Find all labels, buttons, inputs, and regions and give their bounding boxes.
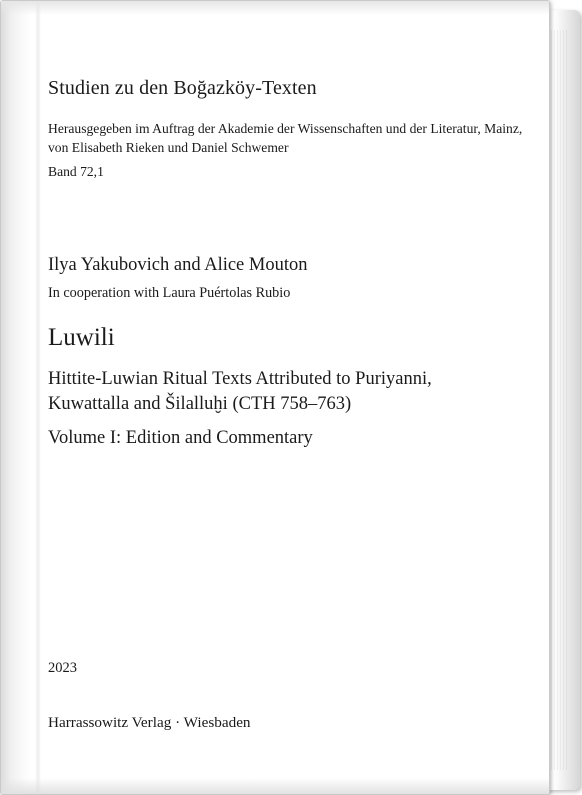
book-subtitle-line-2: Kuwattalla and Šilalluḫi (CTH 758–763) — [48, 393, 352, 414]
book-authors: Ilya Yakubovich and Alice Mouton — [48, 255, 308, 275]
series-editors-line-2: von Elisabeth Rieken und Daniel Schwemer — [48, 140, 289, 155]
series-volume-number: Band 72,1 — [48, 164, 104, 179]
series-editors-line-1: Herausgegeben im Auftrag der Akademie der Wissenschaften und der Literatur, Mainz, — [48, 121, 523, 136]
series-editors — [48, 119, 522, 157]
cover-bottom-shading — [1, 778, 549, 794]
book-cooperation: In cooperation with Laura Puértolas Rubio — [48, 285, 291, 301]
publication-year: 2023 — [48, 660, 77, 676]
cover-spine-hinge — [1, 1, 41, 794]
publisher: Harrassowitz Verlag · Wiesbaden — [48, 714, 251, 731]
page-edge-lines — [548, 30, 568, 770]
cover-top-shading — [1, 1, 549, 15]
series-title: Studien zu den Boğazköy-Texten — [48, 77, 317, 99]
book-title: Luwili — [48, 324, 115, 351]
volume-title: Volume I: Edition and Commentary — [48, 428, 313, 448]
book-subtitle-line-1: Hittite-Luwian Ritual Texts Attributed to Puriyanni, — [48, 369, 432, 389]
book-subtitle — [48, 367, 432, 416]
